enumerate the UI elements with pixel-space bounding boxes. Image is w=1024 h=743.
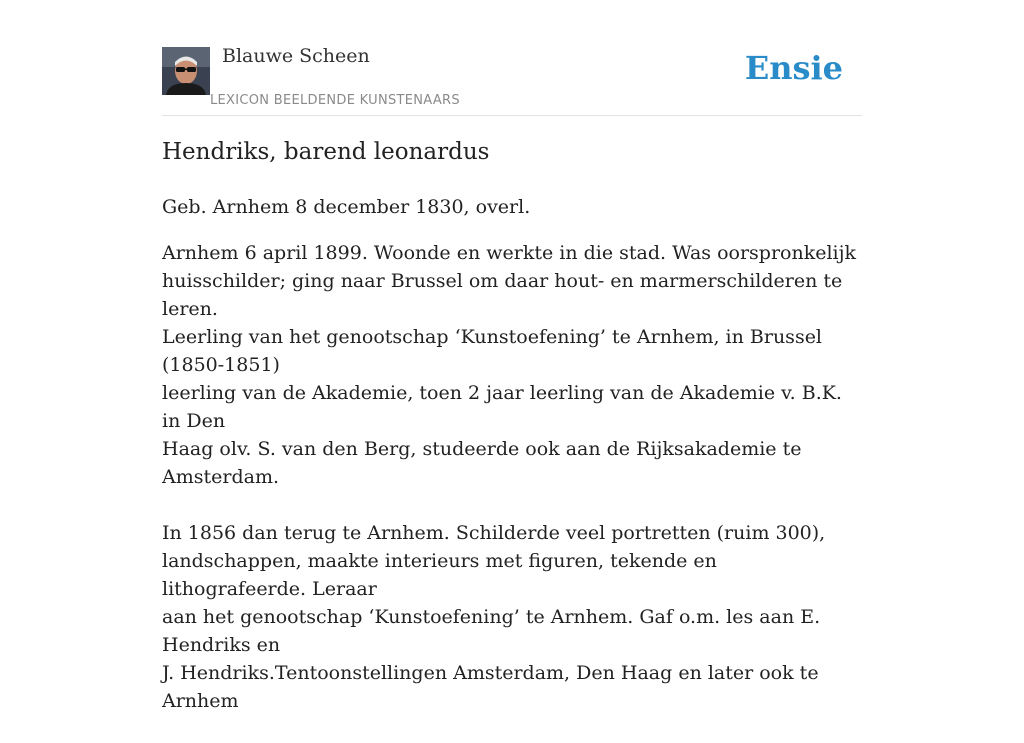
article-lead: Geb. Arnhem 8 december 1830, overl. — [162, 196, 531, 218]
publication-name[interactable]: LEXICON BEELDENDE KUNSTENAARS — [210, 93, 460, 108]
article-header — [162, 0, 862, 116]
article-paragraph: In 1856 dan terug te Arnhem. Schilderde veel portretten (ruim 300), landschappen, maakte interieurs met figuren, tekende en lithografeerde. Leraar aan het genootschap ‘Kunstoefening’ te Arnhem. Gaf o.m. les aan E. Hendriks en J. Hendriks.Tentoonstellingen Amsterdam, Den Haag en later ook te Arnhem — [162, 522, 826, 712]
author-name[interactable]: Blauwe Scheen — [222, 45, 370, 67]
article-paragraph: Arnhem 6 april 1899. Woonde en werkte in die stad. Was oorspronkelijk huisschilder; ging naar Brussel om daar hout- en marmerschilderen te leren. Leerling van het genootschap ‘Kunstoefening’ te Arnhem, in Brussel (1850-1851) leerling van de Akademie, toen 2 jaar leerling van de Akademie v. B.K. in Den Haag olv. S. van den Berg, studeerde ook aan de Rijksakademie te Amsterdam. — [162, 242, 857, 488]
article-title: Hendriks, barend leonardus — [162, 139, 490, 165]
author-avatar[interactable] — [162, 47, 210, 95]
article-page — [162, 0, 862, 712]
article-body — [162, 239, 862, 743]
person-avatar-photo-icon — [162, 47, 210, 95]
ensie-logo[interactable]: Ensie — [744, 49, 843, 87]
